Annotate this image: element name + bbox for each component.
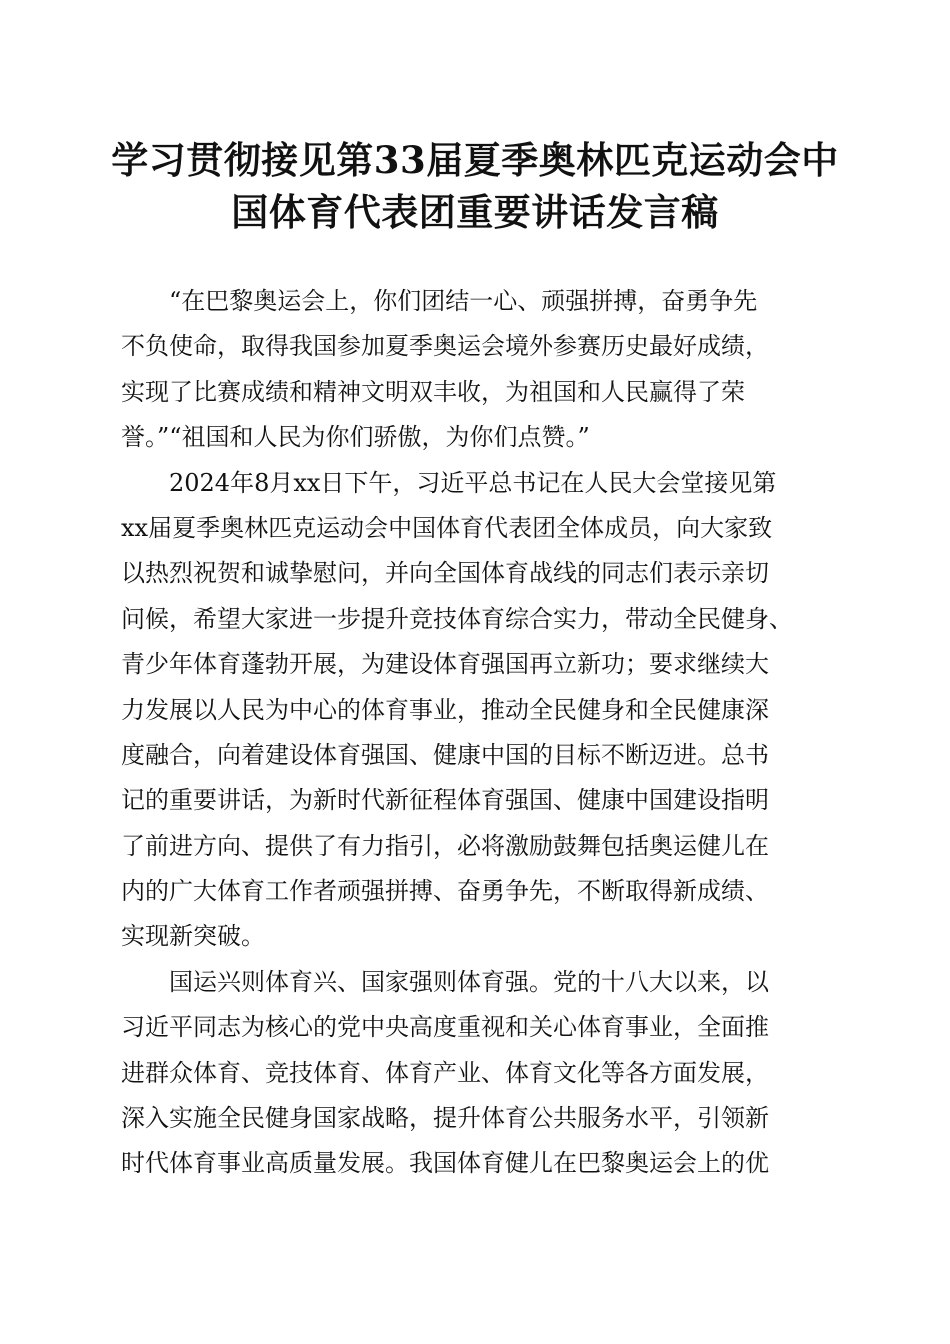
text-line: 誉。”“祖国和人民为你们骄傲，为你们点赞。” (121, 423, 590, 452)
text-line: 不负使命，取得我国参加夏季奥运会境外参赛历史最好成绩， (121, 332, 769, 361)
text-line: 国运兴则体育兴、国家强则体育强。党的十八大以来，以 (169, 967, 769, 996)
document-title (90, 134, 860, 238)
text-line: 2024年8月xx日下午，习近平总书记在人民大会堂接见第 (169, 468, 777, 497)
text-line: xx届夏季奥林匹克运动会中国体育代表团全体成员，向大家致 (121, 513, 773, 542)
paragraph-2 (121, 461, 831, 960)
text-line: “在巴黎奥运会上，你们团结一心、顽强拼搏，奋勇争先 (169, 287, 758, 315)
text-line: 实现了比赛成绩和精神文明双丰收，为祖国和人民赢得了荣 (121, 377, 745, 406)
text-line: 内的广大体育工作者顽强拼搏、奋勇争先，不断取得新成绩、 (121, 877, 769, 906)
text-line: 了前进方向、提供了有力指引，必将激励鼓舞包括奥运健儿在 (121, 831, 769, 860)
text-line: 进群众体育、竞技体育、体育产业、体育文化等各方面发展， (121, 1058, 769, 1087)
text-line: 以热烈祝贺和诚挚慰问，并向全国体育战线的同志们表示亲切 (121, 559, 769, 588)
paragraph-1 (121, 279, 831, 461)
document-body (121, 279, 831, 1187)
text-line: 青少年体育蓬勃开展，为建设体育强国再立新功；要求继续大 (121, 650, 769, 679)
text-line: 习近平同志为核心的党中央高度重视和关心体育事业，全面推 (121, 1013, 769, 1042)
text-line: 实现新突破。 (121, 922, 265, 951)
text-line: 深入实施全民健身国家战略，提升体育公共服务水平，引领新 (121, 1104, 769, 1133)
title-line: 国体育代表团重要讲话发言稿 (231, 190, 719, 234)
text-line: 力发展以人民为中心的体育事业，推动全民健身和全民健康深 (121, 695, 769, 724)
text-line: 时代体育事业高质量发展。我国体育健儿在巴黎奥运会上的优 (121, 1149, 769, 1178)
text-line: 度融合，向着建设体育强国、健康中国的目标不断迈进。总书 (121, 740, 769, 769)
text-line: 记的重要讲话，为新时代新征程体育强国、健康中国建设指明 (121, 786, 769, 815)
paragraph-3 (121, 960, 831, 1187)
text-line: 问候，希望大家进一步提升竞技体育综合实力，带动全民健身、 (121, 604, 793, 633)
title-line: 学习贯彻接见第33届夏季奥林匹克运动会中 (111, 138, 839, 182)
